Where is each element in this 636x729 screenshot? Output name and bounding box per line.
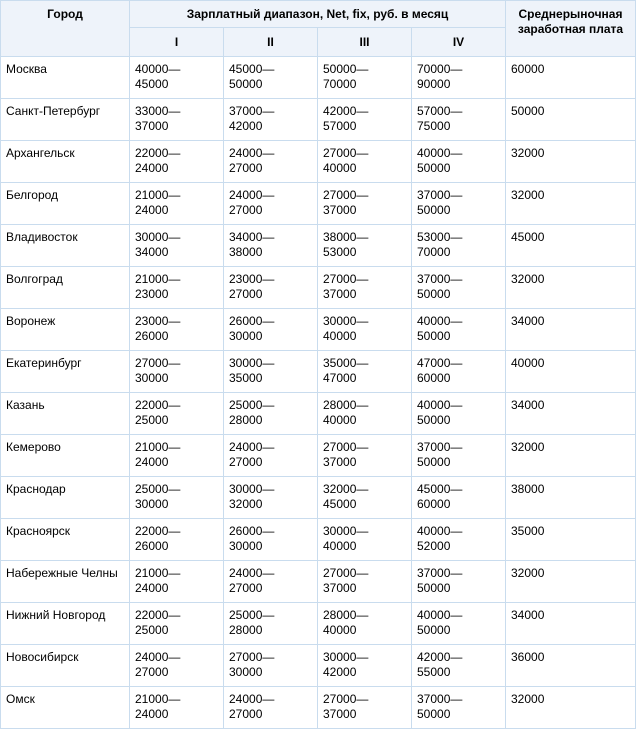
range-from: 26000— [229, 524, 275, 538]
cell-range-level-2 [224, 519, 318, 561]
range-to: 30000 [229, 539, 263, 553]
cell-range-level-4 [412, 183, 506, 225]
range-from: 37000— [417, 692, 463, 706]
cell-range-level-1 [130, 645, 224, 687]
range-to: 27000 [229, 161, 263, 175]
range-from: 26000— [229, 314, 275, 328]
range-from: 21000— [135, 188, 181, 202]
cell-range-level-4 [412, 687, 506, 729]
range-from: 27000— [323, 188, 369, 202]
range-from: 22000— [135, 146, 181, 160]
cell-city: Красноярск [1, 519, 130, 561]
range-to: 50000 [417, 287, 451, 301]
range-from: 37000— [417, 440, 463, 454]
range-to: 35000 [229, 371, 263, 385]
cell-city: Набережные Челны [1, 561, 130, 603]
range-from: 22000— [135, 524, 181, 538]
range-to: 55000 [417, 665, 451, 679]
range-to: 28000 [229, 413, 263, 427]
cell-range-level-4 [412, 141, 506, 183]
cell-average-salary: 32000 [506, 435, 636, 477]
cell-range-level-3 [318, 687, 412, 729]
range-to: 40000 [323, 329, 357, 343]
range-from: 22000— [135, 608, 181, 622]
range-from: 45000— [229, 62, 275, 76]
cell-range-level-3 [318, 351, 412, 393]
range-to: 40000 [323, 623, 357, 637]
range-from: 27000— [323, 272, 369, 286]
range-to: 45000 [135, 77, 169, 91]
range-from: 27000— [229, 650, 275, 664]
range-to: 27000 [229, 203, 263, 217]
range-from: 21000— [135, 566, 181, 580]
header-city: Город [1, 1, 130, 57]
cell-range-level-2 [224, 99, 318, 141]
range-from: 50000— [323, 62, 369, 76]
range-from: 40000— [417, 524, 463, 538]
range-from: 37000— [229, 104, 275, 118]
range-to: 60000 [417, 371, 451, 385]
table-row [1, 687, 636, 729]
range-from: 38000— [323, 230, 369, 244]
cell-city: Новосибирск [1, 645, 130, 687]
table-row [1, 477, 636, 519]
range-from: 23000— [135, 314, 181, 328]
cell-range-level-4 [412, 351, 506, 393]
cell-range-level-1 [130, 225, 224, 267]
cell-city: Владивосток [1, 225, 130, 267]
table-row [1, 645, 636, 687]
range-to: 38000 [229, 245, 263, 259]
range-to: 23000 [135, 287, 169, 301]
cell-range-level-3 [318, 141, 412, 183]
cell-average-salary: 32000 [506, 183, 636, 225]
range-to: 24000 [135, 161, 169, 175]
range-to: 24000 [135, 707, 169, 721]
cell-range-level-1 [130, 267, 224, 309]
cell-range-level-2 [224, 393, 318, 435]
cell-range-level-1 [130, 687, 224, 729]
range-from: 24000— [229, 188, 275, 202]
table-body [1, 57, 636, 729]
cell-range-level-2 [224, 603, 318, 645]
range-to: 32000 [229, 497, 263, 511]
cell-range-level-3 [318, 309, 412, 351]
range-from: 22000— [135, 398, 181, 412]
range-to: 24000 [135, 203, 169, 217]
cell-average-salary: 34000 [506, 309, 636, 351]
range-from: 27000— [323, 440, 369, 454]
cell-average-salary: 32000 [506, 561, 636, 603]
range-to: 40000 [323, 413, 357, 427]
range-from: 32000— [323, 482, 369, 496]
header-salary-range: Зарплатный диапазон, Net, fix, руб. в месяц [130, 1, 506, 28]
cell-range-level-2 [224, 183, 318, 225]
range-from: 24000— [229, 692, 275, 706]
cell-city: Архангельск [1, 141, 130, 183]
cell-city: Воронеж [1, 309, 130, 351]
cell-city: Санкт-Петербург [1, 99, 130, 141]
range-to: 30000 [229, 329, 263, 343]
range-from: 24000— [229, 146, 275, 160]
range-to: 90000 [417, 77, 451, 91]
range-to: 50000 [417, 623, 451, 637]
range-from: 30000— [135, 230, 181, 244]
range-to: 50000 [417, 413, 451, 427]
cell-range-level-1 [130, 57, 224, 99]
cell-range-level-3 [318, 99, 412, 141]
cell-range-level-4 [412, 267, 506, 309]
range-to: 40000 [323, 539, 357, 553]
range-from: 27000— [323, 566, 369, 580]
range-from: 30000— [323, 524, 369, 538]
cell-average-salary: 32000 [506, 267, 636, 309]
cell-range-level-4 [412, 309, 506, 351]
cell-city: Краснодар [1, 477, 130, 519]
cell-range-level-3 [318, 561, 412, 603]
range-from: 40000— [135, 62, 181, 76]
cell-city: Москва [1, 57, 130, 99]
cell-range-level-2 [224, 141, 318, 183]
cell-range-level-3 [318, 477, 412, 519]
range-to: 52000 [417, 539, 451, 553]
header-level-3: III [318, 28, 412, 57]
cell-average-salary: 45000 [506, 225, 636, 267]
range-from: 25000— [135, 482, 181, 496]
range-to: 50000 [417, 581, 451, 595]
range-from: 24000— [229, 440, 275, 454]
header-level-1: I [130, 28, 224, 57]
range-to: 42000 [229, 119, 263, 133]
range-to: 26000 [135, 539, 169, 553]
range-to: 57000 [323, 119, 357, 133]
cell-city: Волгоград [1, 267, 130, 309]
range-to: 25000 [135, 623, 169, 637]
table-row [1, 141, 636, 183]
cell-range-level-1 [130, 141, 224, 183]
table-row [1, 561, 636, 603]
cell-average-salary: 50000 [506, 99, 636, 141]
cell-range-level-1 [130, 519, 224, 561]
range-from: 28000— [323, 608, 369, 622]
cell-average-salary: 60000 [506, 57, 636, 99]
range-from: 25000— [229, 398, 275, 412]
range-to: 34000 [135, 245, 169, 259]
range-to: 27000 [229, 581, 263, 595]
cell-range-level-1 [130, 393, 224, 435]
table-row [1, 435, 636, 477]
cell-city: Нижний Новгород [1, 603, 130, 645]
table-row [1, 309, 636, 351]
table-row [1, 393, 636, 435]
cell-average-salary: 34000 [506, 393, 636, 435]
range-from: 23000— [229, 272, 275, 286]
cell-range-level-1 [130, 561, 224, 603]
range-from: 40000— [417, 398, 463, 412]
cell-range-level-3 [318, 435, 412, 477]
cell-range-level-3 [318, 393, 412, 435]
range-from: 34000— [229, 230, 275, 244]
range-from: 37000— [417, 566, 463, 580]
range-to: 37000 [323, 287, 357, 301]
range-from: 53000— [417, 230, 463, 244]
range-to: 47000 [323, 371, 357, 385]
cell-range-level-3 [318, 57, 412, 99]
range-from: 47000— [417, 356, 463, 370]
range-from: 42000— [417, 650, 463, 664]
table-row [1, 99, 636, 141]
range-from: 21000— [135, 440, 181, 454]
cell-range-level-3 [318, 519, 412, 561]
cell-range-level-2 [224, 435, 318, 477]
cell-average-salary: 35000 [506, 519, 636, 561]
cell-range-level-3 [318, 225, 412, 267]
range-to: 24000 [135, 581, 169, 595]
cell-range-level-3 [318, 645, 412, 687]
cell-range-level-1 [130, 477, 224, 519]
range-from: 28000— [323, 398, 369, 412]
range-from: 70000— [417, 62, 463, 76]
cell-range-level-2 [224, 57, 318, 99]
cell-range-level-1 [130, 309, 224, 351]
cell-range-level-4 [412, 645, 506, 687]
range-from: 30000— [323, 314, 369, 328]
range-to: 24000 [135, 455, 169, 469]
range-to: 25000 [135, 413, 169, 427]
range-from: 21000— [135, 692, 181, 706]
cell-range-level-4 [412, 561, 506, 603]
range-from: 27000— [323, 146, 369, 160]
cell-range-level-1 [130, 435, 224, 477]
cell-range-level-4 [412, 393, 506, 435]
cell-range-level-3 [318, 603, 412, 645]
cell-range-level-2 [224, 645, 318, 687]
cell-city: Кемерово [1, 435, 130, 477]
range-from: 30000— [229, 356, 275, 370]
range-from: 40000— [417, 314, 463, 328]
range-to: 50000 [417, 329, 451, 343]
table-row [1, 267, 636, 309]
range-from: 45000— [417, 482, 463, 496]
cell-range-level-4 [412, 435, 506, 477]
cell-range-level-2 [224, 351, 318, 393]
cell-range-level-2 [224, 477, 318, 519]
range-from: 35000— [323, 356, 369, 370]
range-from: 24000— [229, 566, 275, 580]
range-from: 27000— [135, 356, 181, 370]
header-level-4: IV [412, 28, 506, 57]
cell-city: Белгород [1, 183, 130, 225]
cell-range-level-2 [224, 561, 318, 603]
range-from: 21000— [135, 272, 181, 286]
range-from: 24000— [135, 650, 181, 664]
cell-city: Омск [1, 687, 130, 729]
cell-average-salary: 38000 [506, 477, 636, 519]
cell-range-level-4 [412, 57, 506, 99]
cell-range-level-4 [412, 477, 506, 519]
table-header [1, 1, 636, 57]
range-to: 50000 [229, 77, 263, 91]
range-to: 50000 [417, 161, 451, 175]
range-from: 42000— [323, 104, 369, 118]
cell-average-salary: 32000 [506, 141, 636, 183]
cell-average-salary: 32000 [506, 687, 636, 729]
cell-range-level-3 [318, 183, 412, 225]
range-from: 30000— [229, 482, 275, 496]
range-from: 37000— [417, 188, 463, 202]
range-to: 53000 [323, 245, 357, 259]
range-to: 27000 [229, 455, 263, 469]
range-to: 30000 [135, 497, 169, 511]
range-to: 27000 [135, 665, 169, 679]
range-to: 50000 [417, 455, 451, 469]
range-to: 27000 [229, 287, 263, 301]
cell-range-level-1 [130, 183, 224, 225]
table-row [1, 351, 636, 393]
cell-range-level-2 [224, 267, 318, 309]
cell-range-level-4 [412, 519, 506, 561]
cell-range-level-1 [130, 603, 224, 645]
cell-average-salary: 34000 [506, 603, 636, 645]
range-to: 37000 [323, 203, 357, 217]
table-row [1, 57, 636, 99]
range-to: 30000 [135, 371, 169, 385]
header-level-2: II [224, 28, 318, 57]
range-from: 40000— [417, 146, 463, 160]
table-row [1, 603, 636, 645]
cell-range-level-2 [224, 309, 318, 351]
range-to: 30000 [229, 665, 263, 679]
table-row [1, 519, 636, 561]
range-from: 37000— [417, 272, 463, 286]
cell-range-level-2 [224, 687, 318, 729]
range-to: 37000 [135, 119, 169, 133]
range-to: 26000 [135, 329, 169, 343]
range-to: 75000 [417, 119, 451, 133]
range-from: 25000— [229, 608, 275, 622]
cell-city: Казань [1, 393, 130, 435]
cell-average-salary: 36000 [506, 645, 636, 687]
range-to: 45000 [323, 497, 357, 511]
range-from: 30000— [323, 650, 369, 664]
range-to: 60000 [417, 497, 451, 511]
cell-range-level-1 [130, 351, 224, 393]
range-to: 42000 [323, 665, 357, 679]
cell-range-level-4 [412, 99, 506, 141]
range-from: 40000— [417, 608, 463, 622]
cell-range-level-4 [412, 603, 506, 645]
range-to: 70000 [417, 245, 451, 259]
range-to: 40000 [323, 161, 357, 175]
range-from: 27000— [323, 692, 369, 706]
range-to: 70000 [323, 77, 357, 91]
range-to: 37000 [323, 707, 357, 721]
range-to: 50000 [417, 203, 451, 217]
header-average-salary: Среднерыночная заработная плата [506, 1, 636, 57]
range-from: 33000— [135, 104, 181, 118]
cell-range-level-2 [224, 225, 318, 267]
cell-range-level-3 [318, 267, 412, 309]
cell-city: Екатеринбург [1, 351, 130, 393]
range-to: 28000 [229, 623, 263, 637]
range-to: 27000 [229, 707, 263, 721]
table-row [1, 225, 636, 267]
cell-range-level-1 [130, 99, 224, 141]
cell-average-salary: 40000 [506, 351, 636, 393]
range-to: 37000 [323, 581, 357, 595]
cell-range-level-4 [412, 225, 506, 267]
range-to: 37000 [323, 455, 357, 469]
table-row [1, 183, 636, 225]
range-from: 57000— [417, 104, 463, 118]
range-to: 50000 [417, 707, 451, 721]
